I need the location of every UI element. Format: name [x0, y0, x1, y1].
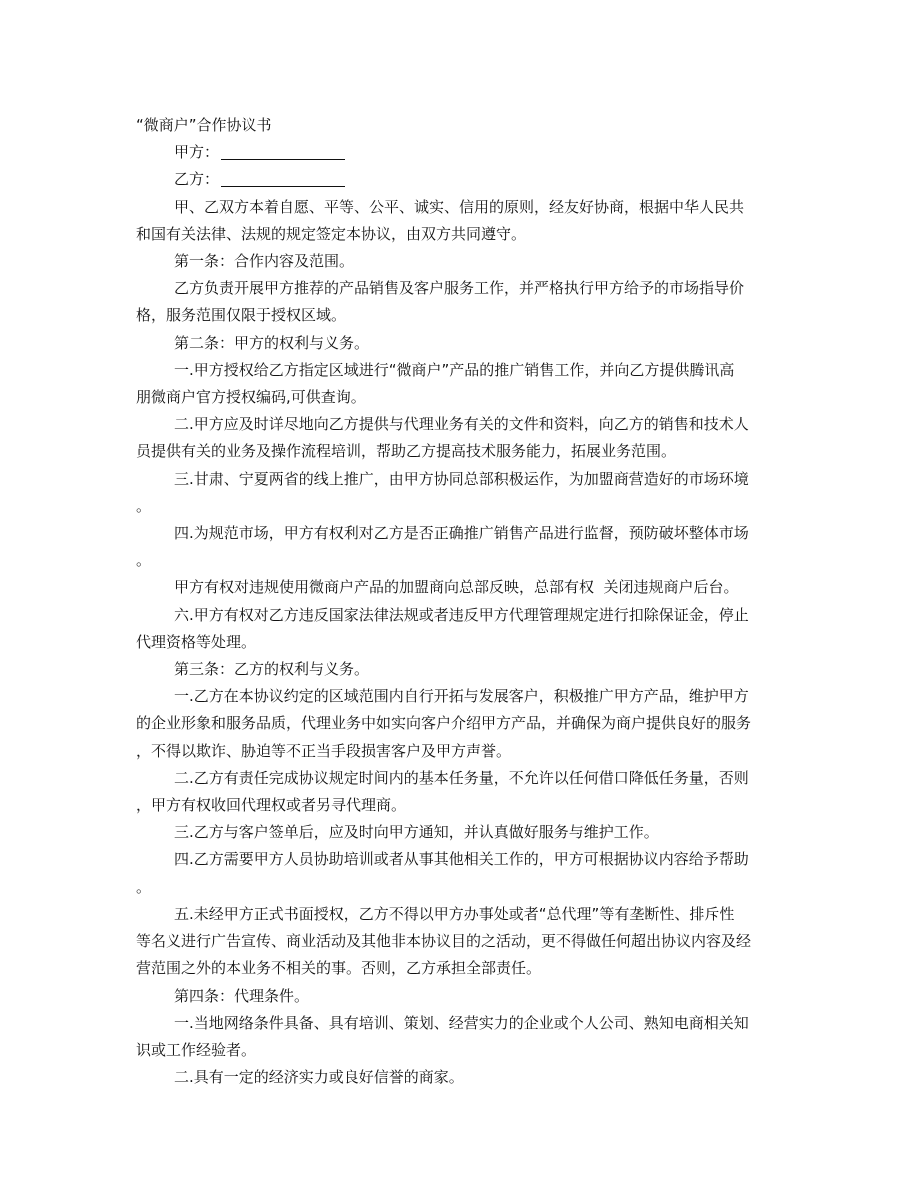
party-b-label: 乙方：: [174, 170, 220, 189]
body-line: 一.乙方在本协议约定的区域范围内自行开拓与发展客户，积极推广甲方产品，维护甲方: [174, 687, 749, 706]
body-line: 第四条：代理条件。: [174, 986, 310, 1005]
body-line: 一.甲方授权给乙方指定区域进行“微商户”产品的推广销售工作，并向乙方提供腾讯高: [174, 360, 735, 379]
body-line: 。: [136, 551, 152, 570]
body-line: 二.具有一定的经济实力或良好信誉的商家。: [174, 1068, 464, 1087]
body-line: 二.甲方应及时详尽地向乙方提供与代理业务有关的文件和资料，向乙方的销售和技术人: [174, 415, 749, 434]
body-line: 三.乙方与客户签单后，应及时向甲方通知，并认真做好服务与维护工作。: [174, 823, 659, 842]
body-line: 乙方负责开展甲方推荐的产品销售及客户服务工作，并严格执行甲方给予的市场指导价: [174, 279, 745, 298]
body-line: 五.未经甲方正式书面授权，乙方不得以甲方办事处或者“总代理”等有垄断性、排斥性: [174, 904, 735, 923]
body-line: 第三条：乙方的权利与义务。: [174, 660, 370, 679]
body-line: 代理资格等处理。: [136, 632, 257, 651]
body-line: 甲方有权对违规使用微商户产品的加盟商向总部反映，总部有权 关闭违规商户后台。: [174, 578, 739, 597]
body-line: 等名义进行广告宣传、商业活动及其他非本协议目的之活动，更不得做任何超出协议内容及经: [136, 932, 752, 951]
body-line: 识或工作经验者。: [136, 1040, 257, 1059]
party-b-blank: [221, 170, 345, 187]
body-line: 的企业形象和服务品质，代理业务中如实向客户介绍甲方产品，并确保为商户提供良好的服务: [136, 714, 752, 733]
body-line: 朋微商户官方授权编码,可供查询。: [136, 388, 366, 407]
body-line: 四.为规范市场，甲方有权利对乙方是否正确推广销售产品进行监督，预防破坏整体市场: [174, 524, 749, 543]
body-line: 三.甘肃、宁夏两省的线上推广，由甲方协同总部积极运作，为加盟商营造好的市场环境: [174, 469, 749, 488]
body-line: ，不得以欺诈、胁迫等不正当手段损害客户及甲方声誉。: [136, 741, 512, 760]
body-line: 一.当地网络条件具备、具有培训、策划、经营实力的企业或个人公司、熟知电商相关知: [174, 1013, 749, 1032]
party-a-blank: [221, 143, 345, 160]
body-line: 和国有关法律、法规的规定签定本协议，由双方共同遵守。: [136, 224, 527, 243]
body-line: 六.甲方有权对乙方违反国家法律法规或者违反甲方代理管理规定进行扣除保证金，停止: [174, 605, 749, 624]
document-title: “微商户”合作协议书: [136, 116, 272, 134]
body-line: 第一条：合作内容及范围。: [174, 252, 355, 271]
document-body: [136, 194, 786, 1092]
body-line: 。: [136, 877, 152, 896]
party-b-line: [136, 166, 786, 193]
party-a-label: 甲方：: [174, 143, 220, 162]
body-line: 营范围之外的本业务不相关的事。否则，乙方承担全部责任。: [136, 959, 542, 978]
body-line: 二.乙方有责任完成协议规定时间内的基本任务量，不允许以任何借口降低任务量，否则: [174, 768, 749, 787]
body-line: 员提供有关的业务及操作流程培训，帮助乙方提高技术服务能力，拓展业务范围。: [136, 442, 677, 461]
body-line: 。: [136, 496, 152, 515]
party-a-line: [136, 139, 786, 166]
body-line: ，甲方有权收回代理权或者另寻代理商。: [136, 796, 407, 815]
body-line: 格，服务范围仅限于授权区域。: [136, 306, 347, 325]
agreement-document: [136, 112, 786, 1091]
body-line: 甲、乙双方本着自愿、平等、公平、诚实、信用的原则，经友好协商，根据中华人民共: [174, 197, 745, 216]
body-line: 第二条：甲方的权利与义务。: [174, 333, 370, 352]
body-line: 四.乙方需要甲方人员协助培训或者从事其他相关工作的，甲方可根据协议内容给予帮助: [174, 850, 749, 869]
